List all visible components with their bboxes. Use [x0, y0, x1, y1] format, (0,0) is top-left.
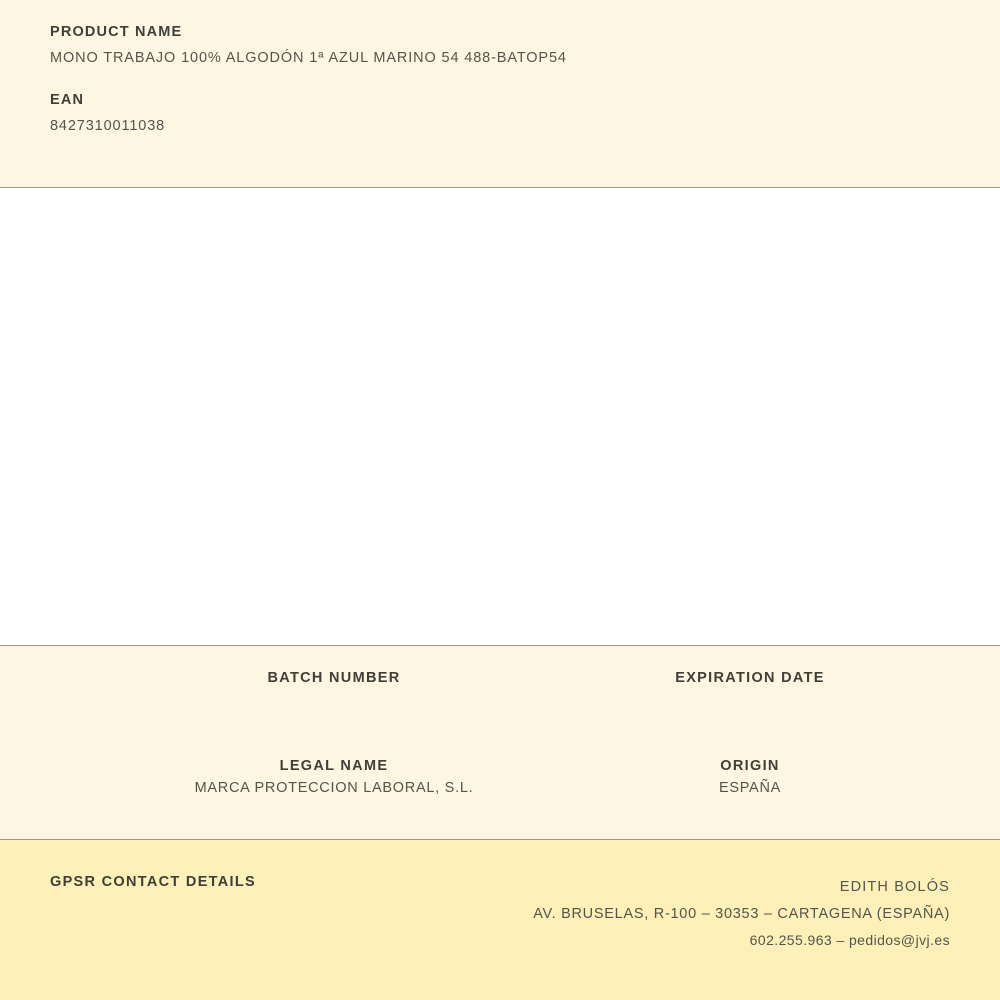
product-header-section [0, 0, 1000, 188]
legal-name-field [0, 758, 500, 796]
details-row-batch [0, 670, 1000, 692]
batch-number-label: BATCH NUMBER [267, 670, 401, 686]
product-details-section [0, 646, 1000, 840]
ean-value: 8427310011038 [50, 118, 166, 134]
gpsr-contact-title: GPSR CONTACT DETAILS [50, 874, 257, 890]
gpsr-contact-block [533, 874, 950, 954]
ean-label: EAN [50, 92, 85, 108]
product-name-label: PRODUCT NAME [50, 24, 183, 40]
product-name-field [50, 24, 950, 66]
gpsr-contact-name: EDITH BOLÓS [839, 879, 950, 895]
ean-field [50, 92, 950, 134]
product-name-value: MONO TRABAJO 100% ALGODÓN 1ª AZUL MARINO 54 488-BATOP54 [50, 50, 567, 66]
origin-field [500, 758, 1000, 796]
origin-value: ESPAÑA [718, 780, 782, 796]
origin-label: ORIGIN [720, 758, 780, 774]
legal-name-value: MARCA PROTECCION LABORAL, S.L. [194, 780, 474, 796]
details-row-legal [0, 758, 1000, 796]
gpsr-contact-address: AV. BRUSELAS, R-100 – 30353 – CARTAGENA (ESPAÑA) [533, 905, 950, 922]
batch-number-field [0, 670, 500, 692]
gpsr-contact-phone-email: 602.255.963 – pedidos@jvj.es [749, 931, 950, 948]
product-image-area [0, 188, 1000, 646]
gpsr-footer-section [0, 840, 1000, 1000]
legal-name-label: LEGAL NAME [279, 758, 389, 774]
expiration-date-label: EXPIRATION DATE [675, 670, 825, 686]
expiration-date-field [500, 670, 1000, 692]
